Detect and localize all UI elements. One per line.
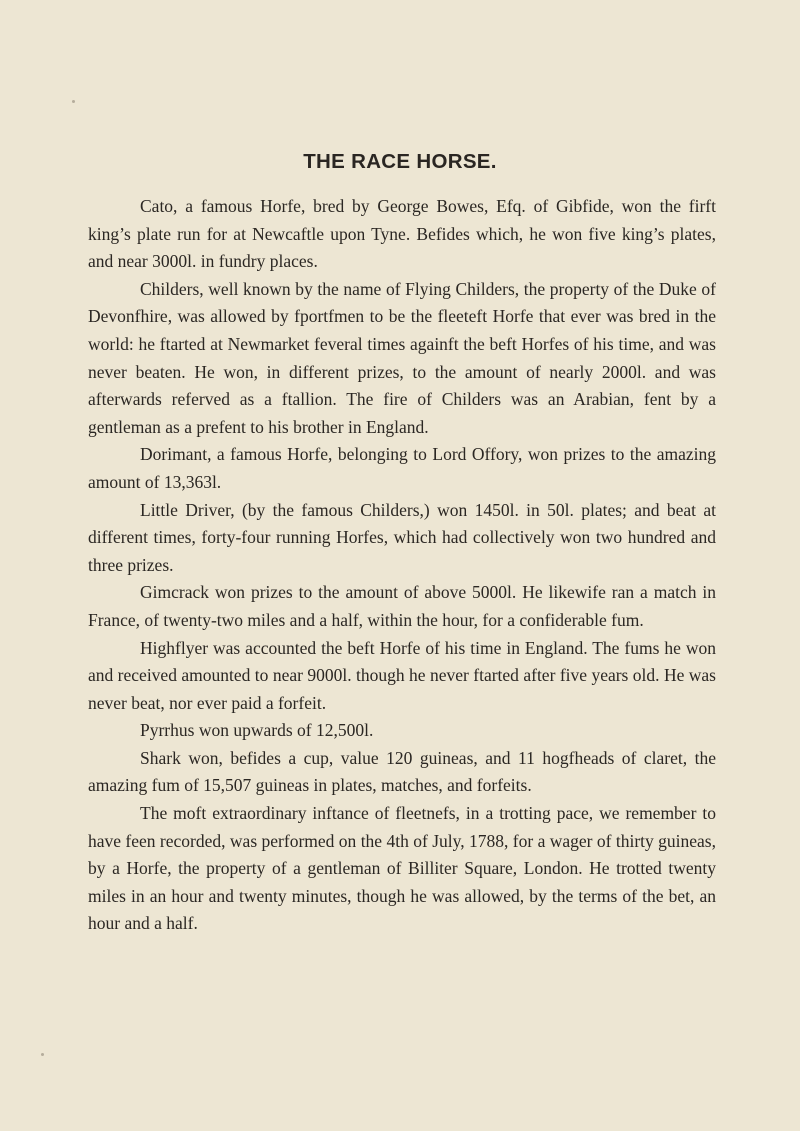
paragraph-dorimant: Dorimant, a famous Horfe, belonging to Lord Offory, won prizes to the amazing amount of 13,363l. bbox=[88, 444, 716, 492]
paper-speck bbox=[72, 100, 75, 103]
paper-speck bbox=[41, 1053, 44, 1056]
page-body bbox=[88, 193, 716, 938]
paragraph-shark: Shark won, befides a cup, value 120 guineas, and 11 hogfheads of claret, the amazing fum of 15,507 guineas in plates, matches, and forfeits. bbox=[88, 747, 716, 796]
paragraph-cato: Cato, a famous Horfe, bred by George Bowes, Efq. of Gibfide, won the firft king’s plate run for at Newcaftle upon Tyne. Befides which, he won five king’s plates, and near 3000l. in fundry places. bbox=[88, 196, 716, 272]
page-title: THE RACE HORSE. bbox=[303, 150, 497, 173]
paragraph-little-driver: Little Driver, (by the famous Childers,) won 1450l. in 50l. plates; and beat at different times, forty-four running Horfes, which had collectively won two hundred and three prizes. bbox=[88, 499, 716, 575]
paragraph-trotting-feat: The moft extraordinary inftance of fleetnefs, in a trotting pace, we remember to have feen recorded, was performed on the 4th of July, 1788, for a wager of thirty guineas, by a Horfe, the property of a gentleman of Billiter Square, London. He trotted twenty miles in an hour and twenty minutes, though he was allowed, by the terms of the bet, an hour and a half. bbox=[88, 803, 716, 934]
paragraph-highflyer: Highflyer was accounted the beft Horfe of his time in England. The fums he won and received amounted to near 9000l. though he never ftarted after five years old. He was never beat, nor ever paid a forfeit. bbox=[88, 637, 716, 713]
paragraph-childers: Childers, well known by the name of Flying Childers, the property of the Duke of Devonfhire, was allowed by fportfmen to be the fleeteft Horfe that ever was bred in the world: he ftarted at Newmarket feveral times againft the beft Horfes of his time, and was never beaten. He won, in different prizes, to the amount of nearly 2000l. and was afterwards referved as a ftallion. The fire of Childers was an Arabian, fent by a gentleman as a prefent to his brother in England. bbox=[88, 278, 716, 437]
paragraph-pyrrhus: Pyrrhus won upwards of 12,500l. bbox=[140, 720, 374, 741]
paragraph-gimcrack: Gimcrack won prizes to the amount of above 5000l. He likewife ran a match in France, of twenty-two miles and a half, within the hour, for a confiderable fum. bbox=[88, 582, 716, 630]
